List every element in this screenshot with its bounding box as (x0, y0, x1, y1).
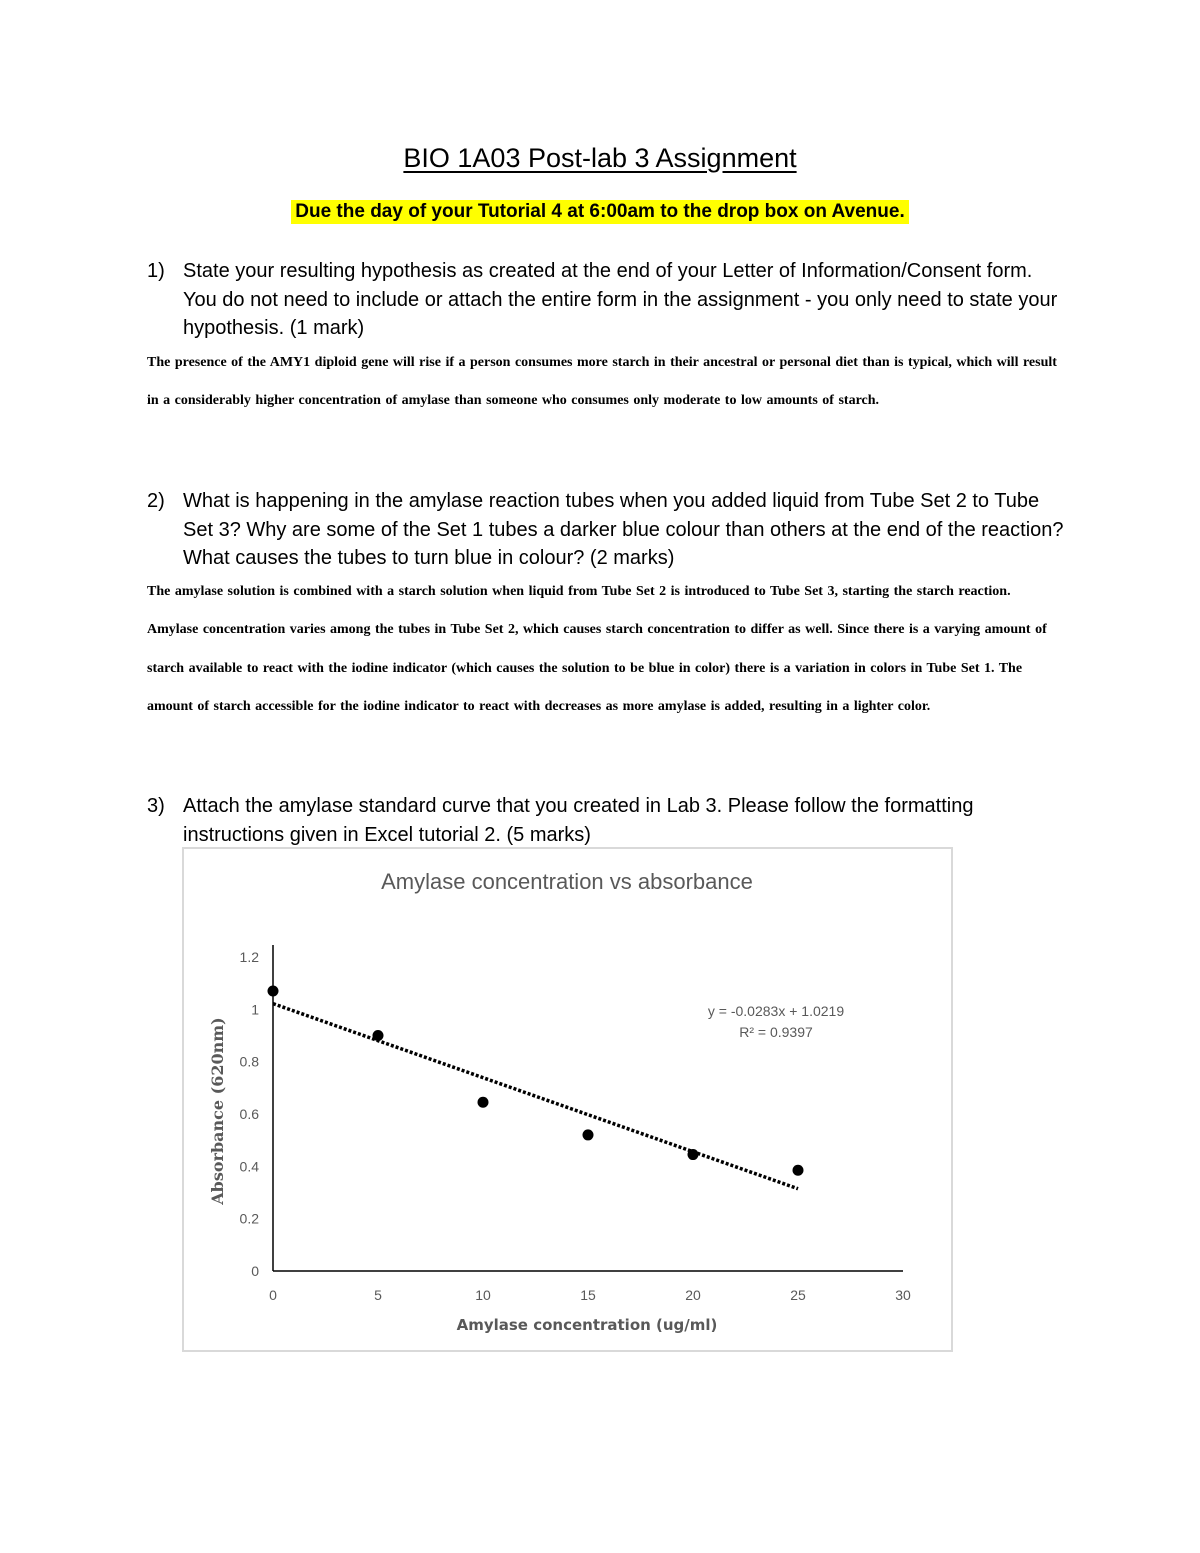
question-number: 3) (147, 795, 165, 817)
question-2 (147, 487, 1067, 573)
r-squared-label: R² = 0.9397 (739, 1024, 813, 1040)
y-tick-label: 0.2 (239, 1210, 259, 1227)
y-tick-label: 0 (251, 1263, 259, 1279)
answer-2: The amylase solution is combined with a starch solution when liquid from Tube Set 2 is introduced to Tube Set 3, starting the starch reaction. Amylase concentration varies among the tubes in Tube Set 2, which causes starch concentration to differ as well. Since there is a varying amount of starch available to react with the iodine indicator (which causes the solution to be blue in color) there is a variation in colors in Tube Set 1. The amount of starch accessible for the iodine indicator to react with decreases as more amylase is added, resulting in a lighter color. (147, 584, 1047, 714)
question-text: What is happening in the amylase reaction tubes when you added liquid from Tube Set 2 to Tube Set 3? Why are some of the Set 1 tubes a darker blue colour than others at the end of the reaction? What causes the tubes to turn blue in colour? (2 marks) (183, 490, 1064, 569)
trendline (273, 1004, 798, 1189)
x-tick-label: 5 (374, 1287, 382, 1303)
data-point (688, 1149, 699, 1160)
question-1 (147, 257, 1067, 343)
question-number: 1) (147, 260, 165, 282)
question-3 (147, 792, 1067, 849)
y-tick-label: 1.2 (239, 949, 259, 965)
chart-container (182, 847, 953, 1352)
data-point (583, 1129, 594, 1140)
data-point (373, 1030, 384, 1041)
x-tick-label: 20 (685, 1287, 701, 1303)
x-tick-label: 15 (580, 1287, 596, 1303)
question-number: 2) (147, 490, 165, 512)
page-title: BIO 1A03 Post-lab 3 Assignment (403, 143, 797, 173)
y-tick-label: 0.8 (239, 1053, 259, 1070)
x-tick-label: 10 (475, 1287, 491, 1303)
chart-title: Amylase concentration vs absorbance (381, 869, 753, 894)
due-notice: Due the day of your Tutorial 4 at 6:00am to the drop box on Avenue. (291, 200, 908, 224)
x-tick-label: 30 (895, 1287, 911, 1303)
data-point (793, 1165, 804, 1176)
y-tick-label: 0.4 (239, 1158, 259, 1175)
x-tick-label: 25 (790, 1287, 806, 1303)
y-tick-label: 1 (251, 1001, 259, 1018)
data-point (478, 1097, 489, 1108)
y-axis-label: Absorbance (620nm) (208, 1017, 227, 1205)
x-tick-label: 0 (269, 1287, 277, 1303)
trendline-equation: y = -0.0283x + 1.0219 (707, 1003, 845, 1019)
due-line (0, 200, 1200, 224)
scatter-chart (184, 849, 951, 1350)
data-point (268, 986, 279, 997)
question-text: State your resulting hypothesis as created at the end of your Letter of Information/Consent form. You do not need to include or attach the entire form in the assignment - you only need to state your hypothesis. (1 mark) (183, 260, 1058, 339)
answer-1: The presence of the AMY1 diploid gene will rise if a person consumes more starch in their ancestral or personal diet than is typical, which will result in a considerably higher concentration of amylase than someone who consumes only moderate to low amounts of starch. (147, 355, 1057, 409)
x-axis-label: Amylase concentration (ug/ml) (456, 1316, 718, 1334)
question-text: Attach the amylase standard curve that you created in Lab 3. Please follow the formatting instructions given in Excel tutorial 2. (5 marks) (183, 795, 974, 846)
y-tick-label: 0.6 (239, 1106, 259, 1122)
